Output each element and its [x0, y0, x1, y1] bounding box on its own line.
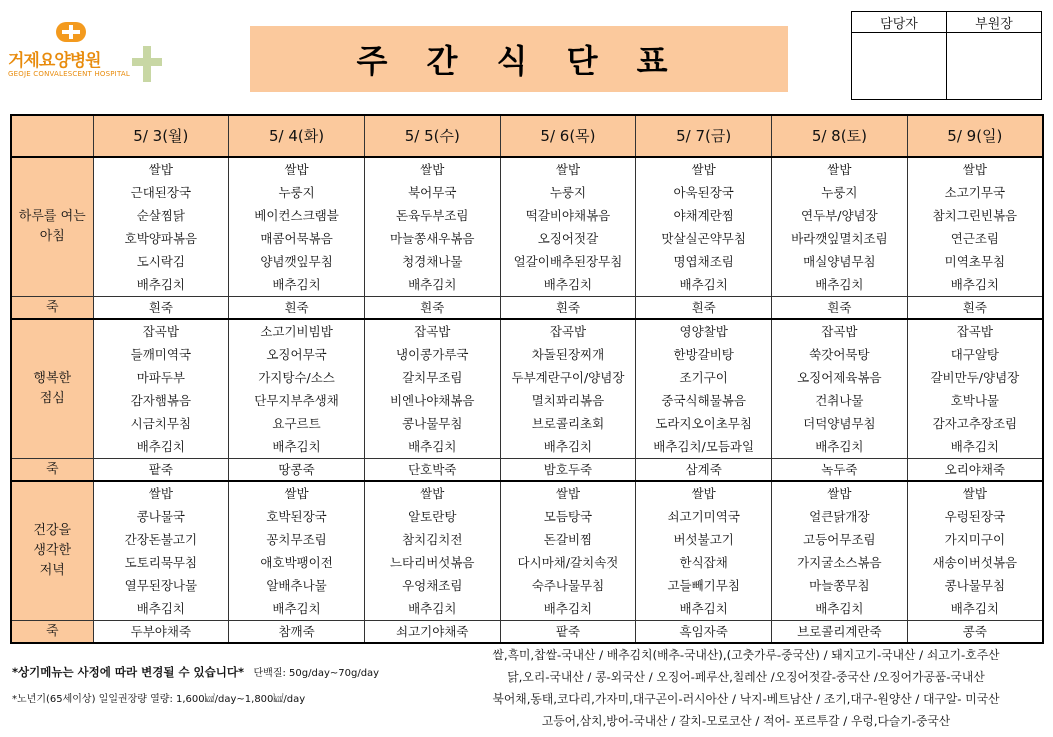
porridge-cell: 흑임자죽	[636, 621, 772, 644]
menu-item: 누룽지	[278, 185, 315, 200]
menu-item: 콩나물무침	[944, 578, 1006, 593]
menu-item: 순살찜닭	[136, 208, 185, 223]
menu-item: 건취나물	[815, 393, 864, 408]
menu-item: 냉이콩가루국	[396, 347, 469, 362]
menu-item: 참치그린빈볶음	[932, 208, 1018, 223]
menu-item: 가지미구이	[944, 532, 1006, 547]
menu-item: 북어무국	[408, 185, 457, 200]
breakfast-porridge-row	[11, 297, 1043, 320]
menu-item: 참치김치전	[402, 532, 463, 547]
menu-item: 배추김치/모듬과일	[653, 439, 755, 454]
breakfast-cell	[93, 157, 229, 297]
origin-line: 북어채,동태,코다리,가자미,대구곤이-러시아산 / 낙지-베트남산 / 조기,대구-원양산 / 대구알- 미국산	[492, 692, 1000, 706]
menu-item: 배추김치	[408, 601, 457, 616]
menu-item: 양념깻잎무침	[260, 254, 333, 269]
menu-item: 배추김치	[272, 277, 321, 292]
menu-item: 배추김치	[543, 277, 593, 292]
menu-item: 배추김치	[272, 439, 321, 454]
menu-item: 근대된장국	[130, 185, 192, 200]
porridge-cell: 참깨죽	[229, 621, 365, 644]
menu-item: 호박양파볶음	[124, 231, 198, 246]
menu-item: 모듬탕국	[543, 509, 593, 524]
lunch-porridge-row	[11, 459, 1043, 482]
hospital-name-ko: 거제요양병원	[8, 51, 101, 71]
origin-line: 쌀,흑미,찹쌀-국내산 / 배추김치(배추-국내산),(고춧가루-중국산) / 돼지고기-국내산 / 쇠고기-호주산	[492, 648, 1000, 662]
menu-item: 소고기무국	[944, 185, 1006, 200]
menu-item: 단무지부추생채	[254, 393, 339, 408]
menu-item: 오징어젓갈	[537, 231, 599, 246]
breakfast-row	[11, 157, 1043, 297]
porridge-cell: 단호박죽	[364, 459, 500, 482]
breakfast-cell	[636, 157, 772, 297]
menu-item: 돈육두부조림	[396, 208, 469, 223]
porridge-cell: 땅콩죽	[229, 459, 365, 482]
menu-item: 도토리묵무침	[124, 555, 198, 570]
breakfast-cell	[500, 157, 636, 297]
menu-item: 떡갈비야채볶음	[525, 208, 611, 223]
lunch-cell	[636, 319, 772, 459]
menu-item: 다시마채/갈치속젓	[517, 555, 619, 570]
menu-item: 쌀밥	[827, 486, 852, 501]
day-header: 5/ 8(토)	[772, 115, 908, 157]
porridge-cell: 녹두죽	[772, 459, 908, 482]
menu-item: 누룽지	[821, 185, 858, 200]
menu-item: 도시락김	[136, 254, 185, 269]
menu-item: 배추김치	[950, 277, 1000, 292]
porridge-cell: 밤호두죽	[500, 459, 636, 482]
menu-item: 배추김치	[543, 601, 593, 616]
menu-item: 쌀밥	[284, 486, 309, 501]
menu-item: 쌀밥	[420, 486, 445, 501]
menu-item: 가지굴소스볶음	[797, 555, 882, 570]
menu-item: 잡곡밥	[956, 324, 993, 339]
breakfast-cell	[229, 157, 365, 297]
menu-item: 오징어제육볶음	[797, 370, 882, 385]
menu-item: 배추김치	[950, 439, 1000, 454]
dinner-porridge-row	[11, 621, 1043, 644]
menu-item: 한방갈비탕	[673, 347, 734, 362]
menu-item: 배추김치	[408, 439, 457, 454]
approval-vice-director-label: 부원장	[947, 12, 1042, 33]
menu-item: 배추김치	[815, 601, 864, 616]
porridge-cell: 흰죽	[93, 297, 229, 320]
menu-item: 느타리버섯볶음	[389, 555, 475, 570]
approval-box	[851, 11, 1042, 100]
menu-item: 얼갈이배추된장무침	[513, 254, 623, 269]
menu-item: 배추김치	[136, 601, 185, 616]
menu-item: 한식잡채	[679, 555, 728, 570]
menu-item: 청경채나물	[402, 254, 463, 269]
lunch-label: 행복한 점심	[11, 319, 93, 459]
menu-item: 영양찰밥	[679, 324, 728, 339]
menu-item: 마늘쫑무침	[809, 578, 870, 593]
menu-item: 배추김치	[815, 277, 864, 292]
menu-item: 갈치무조림	[402, 370, 463, 385]
logo-mark-icon	[56, 22, 86, 42]
footer-notice	[12, 664, 379, 680]
lunch-cell	[93, 319, 229, 459]
origin-info	[446, 644, 1046, 732]
menu-item: 배추김치	[136, 439, 185, 454]
menu-item: 잡곡밥	[549, 324, 587, 339]
porridge-cell: 두부야채죽	[93, 621, 229, 644]
approval-staff-sign	[852, 33, 947, 100]
menu-item: 배추김치	[543, 439, 593, 454]
menu-item: 배추김치	[950, 601, 1000, 616]
hospital-logo	[8, 16, 168, 90]
dinner-cell	[93, 481, 229, 621]
porridge-cell: 흰죽	[229, 297, 365, 320]
menu-item: 쌀밥	[555, 162, 581, 177]
menu-item: 감자햄볶음	[130, 393, 192, 408]
porridge-cell: 흰죽	[364, 297, 500, 320]
approval-vice-director-sign	[947, 33, 1042, 100]
porridge-cell: 쇠고기야채죽	[364, 621, 500, 644]
day-header: 5/ 4(화)	[229, 115, 365, 157]
menu-item: 알토란탕	[408, 509, 457, 524]
porridge-label: 죽	[11, 621, 93, 644]
porridge-cell: 팥죽	[500, 621, 636, 644]
day-header: 5/ 7(금)	[636, 115, 772, 157]
menu-item: 콩나물국	[136, 509, 185, 524]
dinner-cell	[636, 481, 772, 621]
menu-item: 애호박팽이전	[260, 555, 333, 570]
menu-item: 매콤어묵볶음	[260, 231, 333, 246]
menu-item: 조기구이	[679, 370, 728, 385]
menu-item: 배추김치	[815, 439, 864, 454]
lunch-cell	[772, 319, 908, 459]
menu-item: 비엔나야채볶음	[389, 393, 475, 408]
menu-item: 알배추나물	[266, 578, 327, 593]
menu-item: 돈갈비찜	[543, 532, 593, 547]
change-notice: *상기메뉴는 사정에 따라 변경될 수 있습니다*	[12, 665, 245, 679]
menu-item: 숙주나물무침	[531, 578, 605, 593]
porridge-label: 죽	[11, 297, 93, 320]
dinner-label: 건강을 생각한 저녁	[11, 481, 93, 621]
porridge-cell: 팥죽	[93, 459, 229, 482]
menu-item: 잡곡밥	[142, 324, 179, 339]
menu-item: 베이컨스크램블	[254, 208, 339, 223]
menu-item: 콩나물무침	[402, 416, 463, 431]
origin-line: 닭,오리-국내산 / 콩-외국산 / 오징어-페루산,칠레산 /오징어젓갈-중국산 /오징어가공품-국내산	[507, 670, 985, 684]
menu-item: 고들빼기무침	[667, 578, 740, 593]
menu-item: 누룽지	[549, 185, 587, 200]
menu-item: 버섯불고기	[673, 532, 734, 547]
breakfast-cell	[364, 157, 500, 297]
menu-item: 쌀밥	[691, 162, 716, 177]
porridge-cell: 콩죽	[907, 621, 1043, 644]
day-header: 5/ 5(수)	[364, 115, 500, 157]
weekly-menu-table	[10, 114, 1044, 644]
menu-item: 매실양념무침	[803, 254, 876, 269]
lunch-cell	[907, 319, 1043, 459]
menu-item: 두부계란구이/양념장	[511, 370, 625, 385]
dinner-cell	[907, 481, 1043, 621]
menu-item: 쌀밥	[962, 162, 987, 177]
lunch-cell	[229, 319, 365, 459]
menu-item: 배추김치	[679, 601, 728, 616]
menu-item: 소고기비빔밥	[260, 324, 333, 339]
menu-item: 연근조림	[950, 231, 1000, 246]
menu-item: 잡곡밥	[821, 324, 858, 339]
menu-item: 미역초무침	[944, 254, 1006, 269]
origin-line: 고등어,삼치,방어-국내산 / 갈치-모로코산 / 적어- 포르투갈 / 우렁,다슬기-중국산	[541, 714, 951, 728]
menu-item: 연두부/양념장	[801, 208, 878, 223]
menu-item: 열무된장나물	[124, 578, 198, 593]
dinner-cell	[772, 481, 908, 621]
breakfast-cell	[907, 157, 1043, 297]
menu-item: 우엉채조림	[402, 578, 463, 593]
menu-item: 쌀밥	[691, 486, 716, 501]
menu-item: 시금치무침	[130, 416, 192, 431]
porridge-cell: 삼계죽	[636, 459, 772, 482]
menu-item: 배추김치	[408, 277, 457, 292]
day-header: 5/ 3(월)	[93, 115, 229, 157]
page-title: 주 간 식 단 표	[250, 26, 788, 92]
dinner-row	[11, 481, 1043, 621]
menu-item: 쑥갓어묵탕	[809, 347, 870, 362]
menu-item: 고등어무조림	[803, 532, 876, 547]
menu-item: 야채계란찜	[673, 208, 734, 223]
menu-item: 호박나물	[950, 393, 1000, 408]
menu-item: 바라깻잎멸치조림	[791, 231, 888, 246]
day-header: 5/ 6(목)	[500, 115, 636, 157]
porridge-cell: 흰죽	[907, 297, 1043, 320]
menu-item: 중국식해물볶음	[661, 393, 746, 408]
menu-item: 가지탕수/소스	[258, 370, 335, 385]
hospital-name-en: GEOJE CONVALESCENT HOSPITAL	[8, 70, 130, 78]
menu-item: 맛살실곤약무침	[661, 231, 746, 246]
day-header: 5/ 9(일)	[907, 115, 1043, 157]
menu-item: 차돌된장찌개	[531, 347, 605, 362]
dinner-cell	[500, 481, 636, 621]
menu-item: 마파두부	[136, 370, 185, 385]
dinner-cell	[364, 481, 500, 621]
lunch-cell	[500, 319, 636, 459]
menu-item: 쌀밥	[827, 162, 852, 177]
menu-item: 쌀밥	[420, 162, 445, 177]
lunch-cell	[364, 319, 500, 459]
menu-item: 꽁치무조림	[266, 532, 327, 547]
menu-item: 대구알탕	[950, 347, 1000, 362]
menu-item: 갈비만두/양념장	[930, 370, 1020, 385]
menu-item: 감자고추장조림	[932, 416, 1018, 431]
breakfast-label: 하루를 여는 아침	[11, 157, 93, 297]
menu-item: 배추김치	[679, 277, 728, 292]
menu-item: 더덕양념무침	[803, 416, 876, 431]
menu-item: 쌀밥	[555, 486, 581, 501]
menu-item: 잡곡밥	[414, 324, 451, 339]
menu-item: 배추김치	[272, 601, 321, 616]
porridge-cell: 흰죽	[772, 297, 908, 320]
day-header-row	[11, 115, 1043, 157]
menu-item: 마늘쫑새우볶음	[389, 231, 475, 246]
menu-item: 배추김치	[136, 277, 185, 292]
menu-item: 간장돈불고기	[124, 532, 198, 547]
protein-info: 단백질: 50g/day~70g/day	[253, 668, 380, 679]
menu-item: 아욱된장국	[673, 185, 734, 200]
menu-item: 멸치꽈리볶음	[531, 393, 605, 408]
dinner-cell	[229, 481, 365, 621]
menu-item: 쌀밥	[962, 486, 987, 501]
menu-item: 요구르트	[272, 416, 321, 431]
porridge-cell: 브로콜리계란죽	[772, 621, 908, 644]
menu-item: 우렁된장국	[944, 509, 1006, 524]
menu-item: 호박된장국	[266, 509, 327, 524]
breakfast-cell	[772, 157, 908, 297]
lunch-row	[11, 319, 1043, 459]
menu-item: 도라지오이초무침	[655, 416, 752, 431]
menu-item: 쌀밥	[148, 162, 173, 177]
menu-item: 새송이버섯볶음	[932, 555, 1018, 570]
menu-item: 쌀밥	[148, 486, 173, 501]
porridge-cell: 흰죽	[636, 297, 772, 320]
menu-item: 명엽채조림	[673, 254, 734, 269]
porridge-cell: 흰죽	[500, 297, 636, 320]
approval-staff-label: 담당자	[852, 12, 947, 33]
porridge-label: 죽	[11, 459, 93, 482]
menu-item: 들깨미역국	[130, 347, 192, 362]
menu-item: 얼큰닭개장	[809, 509, 870, 524]
menu-item: 오징어무국	[266, 347, 327, 362]
menu-item: 쇠고기미역국	[667, 509, 740, 524]
medical-cross-icon	[132, 46, 162, 82]
corner-cell	[11, 115, 93, 157]
porridge-cell: 오리야채죽	[907, 459, 1043, 482]
menu-item: 브로콜리초회	[531, 416, 605, 431]
energy-info: *노년기(65세이상) 일일권장량 열량: 1,600㎉/day~1,800㎉/day	[12, 694, 306, 705]
menu-item: 쌀밥	[284, 162, 309, 177]
